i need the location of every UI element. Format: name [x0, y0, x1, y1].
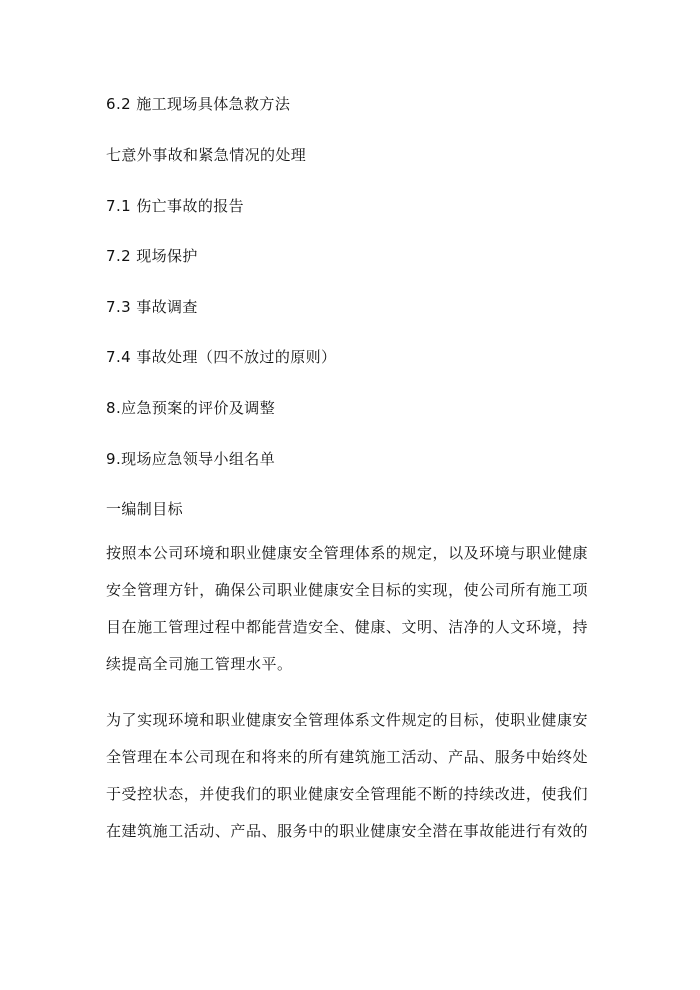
toc-item-7: 七意外事故和紧急情况的处理	[106, 146, 307, 164]
paragraph-objective-1	[106, 535, 598, 683]
paragraph-line: 目在施工管理过程中都能营造安全、健康、文明、洁净的人文环境，持	[106, 618, 589, 636]
toc-item-6-2: 6.2 施工现场具体急救方法	[106, 95, 291, 113]
toc-item-7-1: 7.1 伤亡事故的报告	[106, 197, 245, 215]
paragraph-line: 为了实现环境和职业健康安全管理体系文件规定的目标，使职业健康安	[106, 711, 589, 729]
toc-item-7-2: 7.2 现场保护	[106, 247, 198, 265]
toc-item-9: 9.现场应急领导小组名单	[106, 450, 276, 468]
paragraph-line: 安全管理方针，确保公司职业健康安全目标的实现，使公司所有施工项	[106, 581, 589, 599]
paragraph-line: 全管理在本公司现在和将来的所有建筑施工活动、产品、服务中始终处	[106, 748, 589, 766]
toc-item-8: 8.应急预案的评价及调整	[106, 399, 276, 417]
paragraph-line: 续提高全司施工管理水平。	[106, 655, 293, 673]
section-heading: 一编制目标	[106, 500, 184, 518]
paragraph-line: 在建筑施工活动、产品、服务中的职业健康安全潜在事故能进行有效的	[106, 822, 589, 840]
paragraph-line: 按照本公司环境和职业健康安全管理体系的规定，以及环境与职业健康	[106, 544, 589, 562]
toc-item-7-4: 7.4 事故处理（四不放过的原则）	[106, 348, 337, 366]
paragraph-objective-2	[106, 702, 598, 850]
toc-item-7-3: 7.3 事故调查	[106, 298, 198, 316]
paragraph-line: 于受控状态，并使我们的职业健康安全管理能不断的持续改进，使我们	[106, 785, 589, 803]
